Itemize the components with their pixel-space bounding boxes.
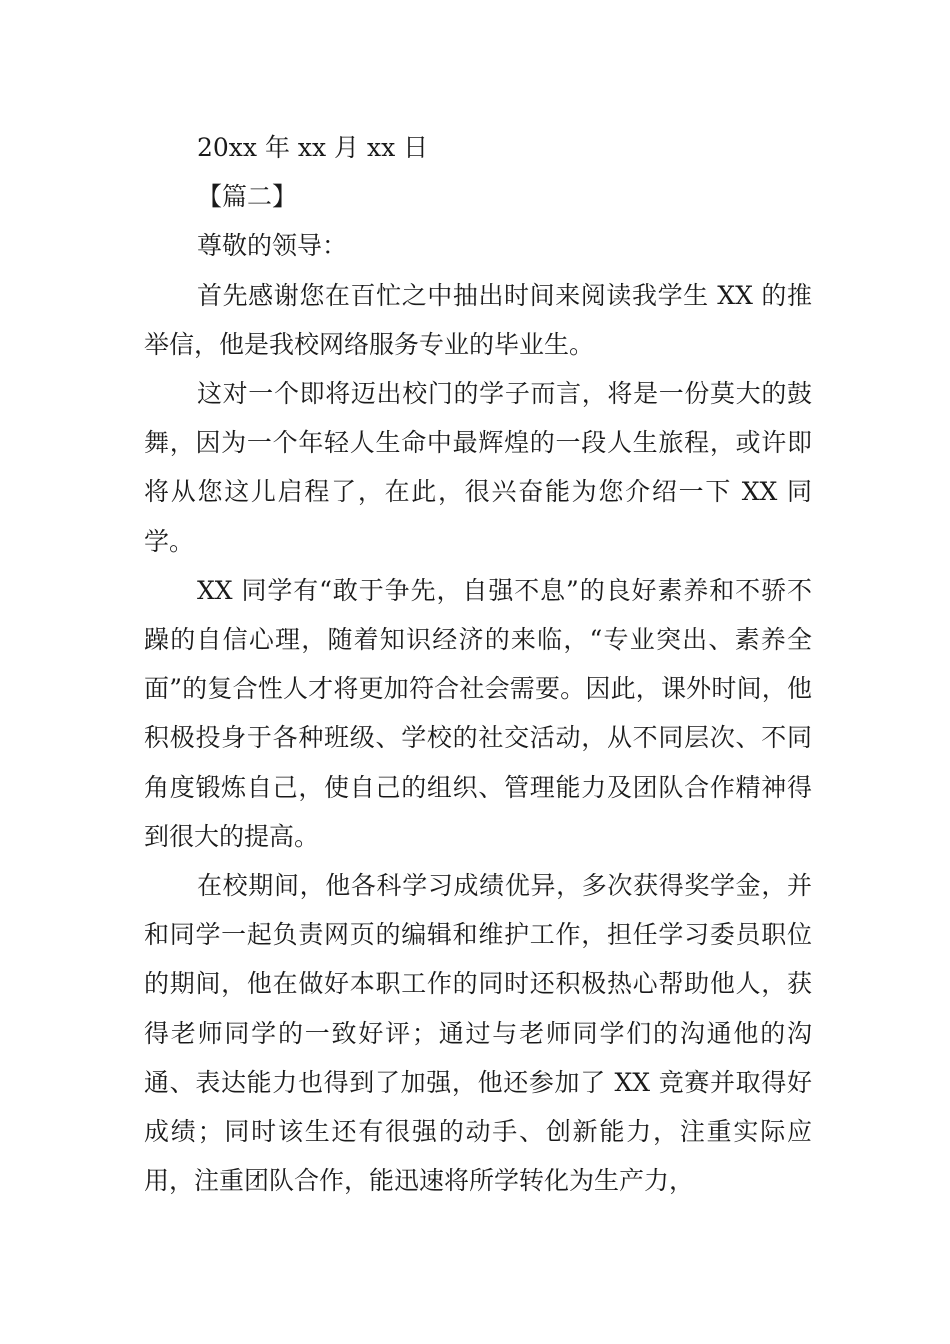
paragraph-encouragement: 这对一个即将迈出校门的学子而言，将是一份莫大的鼓舞，因为一个年轻人生命中最辉煌的一段人生旅程，或许即将从您这儿启程了，在此，很兴奋能为您介绍一下 XX 同学。 bbox=[144, 379, 812, 556]
letter-body bbox=[144, 123, 812, 1205]
date-line: 20xx 年 xx 月 xx 日 bbox=[197, 133, 429, 162]
paragraph-qualities: XX 同学有“敢于争先，自强不息”的良好素养和不骄不躁的自信心理，随着知识经济的来临，“专业突出、素养全面”的复合性人才将更加符合社会需要。因此，课外时间，他积极投身于各种班级、学校的社交活动，从不同层次、不同角度锻炼自己，使自己的组织、管理能力及团队合作精神得到很大的提高。 bbox=[144, 575, 812, 851]
paragraph-school-performance: 在校期间，他各科学习成绩优异，多次获得奖学金，并和同学一起负责网页的编辑和维护工作，担任学习委员职位的期间，他在做好本职工作的同时还积极热心帮助他人，获得老师同学的一致好评；通过与老师同学们的沟通他的沟通、表达能力也得到了加强，他还参加了 XX 竞赛并取得好成绩；同时该生还有很强的动手、创新能力，注重实际应用，注重团队合作，能迅速将所学转化为生产力， bbox=[144, 871, 812, 1196]
section-heading: 【篇二】 bbox=[197, 182, 298, 212]
salutation: 尊敬的领导： bbox=[197, 231, 348, 261]
paragraph-thanks: 首先感谢您在百忙之中抽出时间来阅读我学生 XX 的推举信，他是我校网络服务专业的毕业生。 bbox=[144, 280, 812, 359]
